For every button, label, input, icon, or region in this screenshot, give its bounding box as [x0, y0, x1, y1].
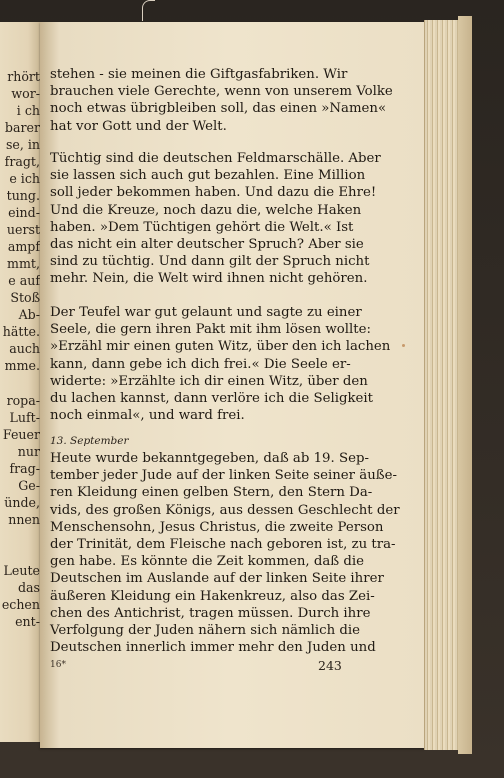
left-page-line: Luft-	[9, 410, 40, 425]
page-edges	[424, 20, 459, 750]
text-line: der Trinität, dem Fleische nach geboren ist, zu tra-	[50, 537, 396, 553]
paragraph	[50, 450, 400, 656]
text-line: du lachen kannst, dann verlöre ich die Seligkeit	[50, 391, 373, 407]
text-line: tember jeder Jude auf der linken Seite seiner äuße-	[50, 468, 397, 484]
left-page-line: uerst	[6, 222, 40, 237]
book-cover-edge	[458, 16, 472, 754]
left-page-line: ünde,	[4, 495, 40, 510]
text-line: haben. »Dem Tüchtigen gehört die Welt.« Ist	[50, 219, 354, 235]
paper-fleck	[402, 344, 405, 347]
left-page-line: das	[17, 580, 40, 595]
left-page-line: barer	[4, 120, 40, 135]
text-line: gen habe. Es könnte die Zeit kommen, daß die	[50, 554, 365, 570]
left-page-line: Feuer	[2, 427, 40, 442]
paragraph	[50, 150, 381, 288]
left-page-line: fragt,	[4, 154, 40, 169]
page-number: 243	[318, 658, 342, 673]
text-line: stehen - sie meinen die Giftgasfabriken. Wir	[50, 67, 348, 82]
text-line: sie lassen sich auch gut bezahlen. Eine Million	[50, 168, 366, 184]
paragraph	[50, 304, 391, 424]
left-page-line: nur	[17, 444, 40, 459]
text-line: Tüchtig sind die deutschen Feldmarschälle. Aber	[50, 151, 381, 166]
text-line: »Erzähl mir einen guten Witz, über den ich lachen	[50, 339, 391, 355]
text-line: Heute wurde bekanntgegeben, daß ab 19. Sep-	[50, 451, 369, 466]
text-line: vids, des großen Königs, aus dessen Geschlecht der	[50, 502, 400, 518]
left-page-line: e auf	[8, 273, 40, 288]
text-line: äußeren Kleidung ein Hakenkreuz, also das Zei-	[50, 588, 375, 604]
left-page-line: mmt,	[7, 256, 40, 271]
left-page-line: ampf	[7, 239, 40, 254]
left-page-line: eind-	[8, 205, 40, 220]
left-page-line: echen	[1, 597, 40, 612]
left-page-line: nnen	[8, 512, 40, 527]
left-page-line: e ich	[9, 171, 40, 186]
date-heading: 13. September	[50, 435, 129, 447]
left-page-line: Ab-	[18, 307, 40, 322]
paragraph	[50, 66, 393, 135]
left-page	[0, 22, 40, 742]
text-line: soll jeder bekommen haben. Und dazu die Ehre!	[50, 185, 377, 201]
text-line: Der Teufel war gut gelaunt und sagte zu einer	[50, 305, 362, 320]
left-page-line: se, in	[5, 137, 40, 152]
left-page-line: Stoß	[10, 290, 40, 305]
text-line: mehr. Nein, die Welt wird ihnen nicht gehören.	[50, 271, 368, 287]
text-line: chen des Antichrist, tragen müssen. Durch ihre	[50, 605, 371, 621]
signature-mark: 16*	[50, 660, 66, 670]
text-line: noch einmal«, und ward frei.	[50, 408, 245, 424]
left-page-line: frag-	[9, 461, 40, 476]
text-line: hat vor Gott und der Welt.	[50, 118, 227, 134]
left-page-line: tung.	[6, 188, 40, 203]
left-page-line: Ge-	[18, 478, 40, 493]
text-line: Und die Kreuze, noch dazu die, welche Haken	[50, 202, 362, 218]
text-line: noch etwas übrigbleiben soll, das einen »Namen«	[50, 101, 387, 117]
text-line: Menschensohn, Jesus Christus, die zweite Person	[50, 519, 384, 535]
text-line: Verfolgung der Juden nähern sich nämlich die	[50, 623, 361, 639]
text-line: brauchen viele Gerechte, wenn von unserem Volke	[50, 84, 393, 100]
text-line: Seele, die gern ihren Pakt mit ihm lösen wollte:	[50, 322, 371, 338]
bookmark-ribbon	[142, 0, 155, 21]
text-line: Deutschen im Auslande auf der linken Seite ihrer	[50, 571, 384, 587]
left-page-line: auch	[9, 341, 40, 356]
left-page-line: wor-	[11, 86, 40, 101]
text-line: sind zu tüchtig. Und dann gilt der Spruch nicht	[50, 254, 370, 270]
text-line: ren Kleidung einen gelben Stern, den Stern Da-	[50, 485, 373, 501]
left-page-line: rhört	[7, 69, 40, 84]
left-page-line: ent-	[15, 614, 40, 629]
left-page-line: Leute	[3, 563, 40, 578]
left-page-line: mme.	[4, 358, 40, 373]
text-line: Deutschen innerlich immer mehr den Juden und	[50, 640, 376, 656]
text-line: kann, dann gebe ich dich frei.« Die Seele er-	[50, 356, 351, 372]
left-page-line: i ch	[16, 103, 40, 118]
text-line: das nicht ein alter deutscher Spruch? Aber sie	[50, 237, 364, 253]
text-line: widerte: »Erzählte ich dir einen Witz, über den	[50, 373, 368, 389]
left-page-line: ropa-	[6, 393, 40, 408]
left-page-line: hätte.	[2, 324, 40, 339]
